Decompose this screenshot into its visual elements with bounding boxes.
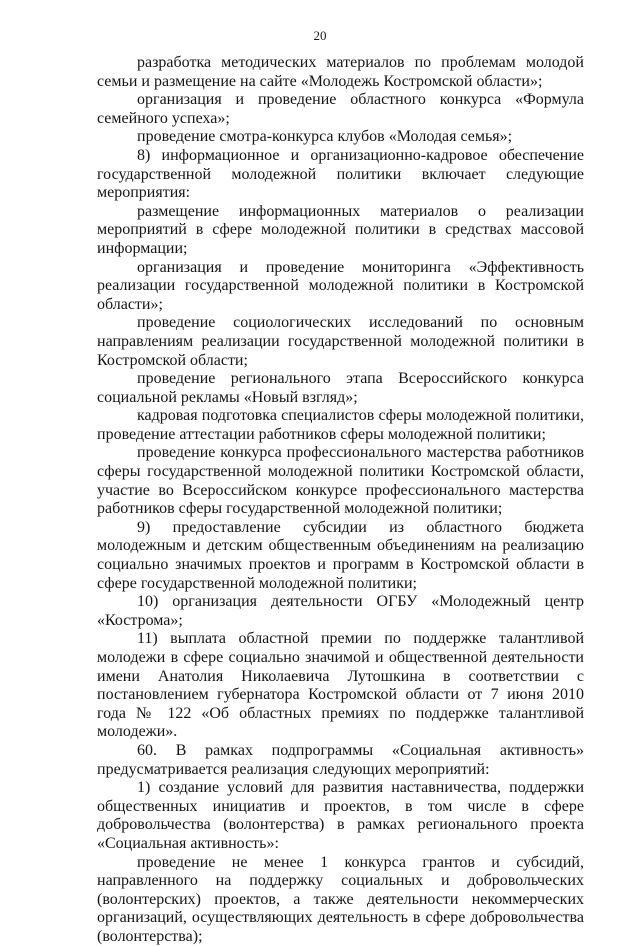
paragraph: 11) выплата областной премии по поддержке талантливой молодежи в сфере социально значимой и общественной деятельности имени Анатолия Николаевича Лутошкина в соответствии с постановлением губернатора Костромской области от 7 июня 2010 года № 122 «Об областных премиях по поддержке талантливой молодежи». bbox=[97, 630, 584, 741]
paragraph: проведение не менее 1 конкурса грантов и субсидий, направленного на поддержку социальных и добровольческих (волонтерских) проектов, а также деятельности некоммерческих организаций, осуществляющих деятельность в сфере добровольчества (волонтерства); bbox=[97, 853, 584, 945]
paragraph: организация и проведение мониторинга «Эффективность реализации государственной молодежной политики в Костромской области»; bbox=[97, 258, 584, 313]
paragraph: 10) организация деятельности ОГБУ «Молодежный центр «Кострома»; bbox=[97, 593, 584, 629]
paragraph: 8) информационное и организационно-кадровое обеспечение государственной молодежной политики включает следующие мероприятия: bbox=[97, 146, 584, 202]
paragraph: кадровая подготовка специалистов сферы молодежной политики, проведение аттестации работников сферы молодежной политики; bbox=[97, 407, 584, 443]
paragraph: проведение смотра-конкурса клубов «Молодая семья»; bbox=[137, 128, 513, 146]
document-body bbox=[97, 54, 584, 947]
paragraph: 1) создание условий для развития наставничества, поддержки общественных инициатив и проектов, в том числе в сфере добровольчества (волонтерства) в рамках регионального проекта «Социальная активность»: bbox=[97, 779, 584, 852]
paragraph: разработка методических материалов по проблемам молодой семьи и размещение на сайте «Молодежь Костромской области»; bbox=[97, 54, 584, 90]
paragraph: проведение социологических исследований по основным направлениям реализации государственной молодежной политики в Костромской области; bbox=[97, 314, 584, 369]
paragraph: размещение информационных материалов о реализации мероприятий в сфере молодежной политики в средствах массовой информации; bbox=[97, 202, 584, 257]
page-number: 20 bbox=[313, 28, 327, 43]
paragraph: 9) предоставление субсидии из областного бюджета молодежным и детским общественным объединениям на реализацию социально значимых проектов и программ в Костромской области в сфере государственной молодежной политики; bbox=[97, 518, 584, 592]
paragraph: 60. В рамках подпрограммы «Социальная активность» предусматривается реализация следующих мероприятий: bbox=[97, 741, 584, 778]
paragraph: организация и проведение областного конкурса «Формула семейного успеха»; bbox=[97, 91, 584, 127]
paragraph: проведение регионального этапа Всероссийского конкурса социальной рекламы «Новый взгляд»; bbox=[97, 370, 584, 406]
paragraph: проведение конкурса профессионального мастерства работников сферы государственной молодежной политики Костромской области, участие во Всероссийском конкурсе профессионального мастерства работников сферы государственной молодежной политики; bbox=[97, 444, 584, 518]
